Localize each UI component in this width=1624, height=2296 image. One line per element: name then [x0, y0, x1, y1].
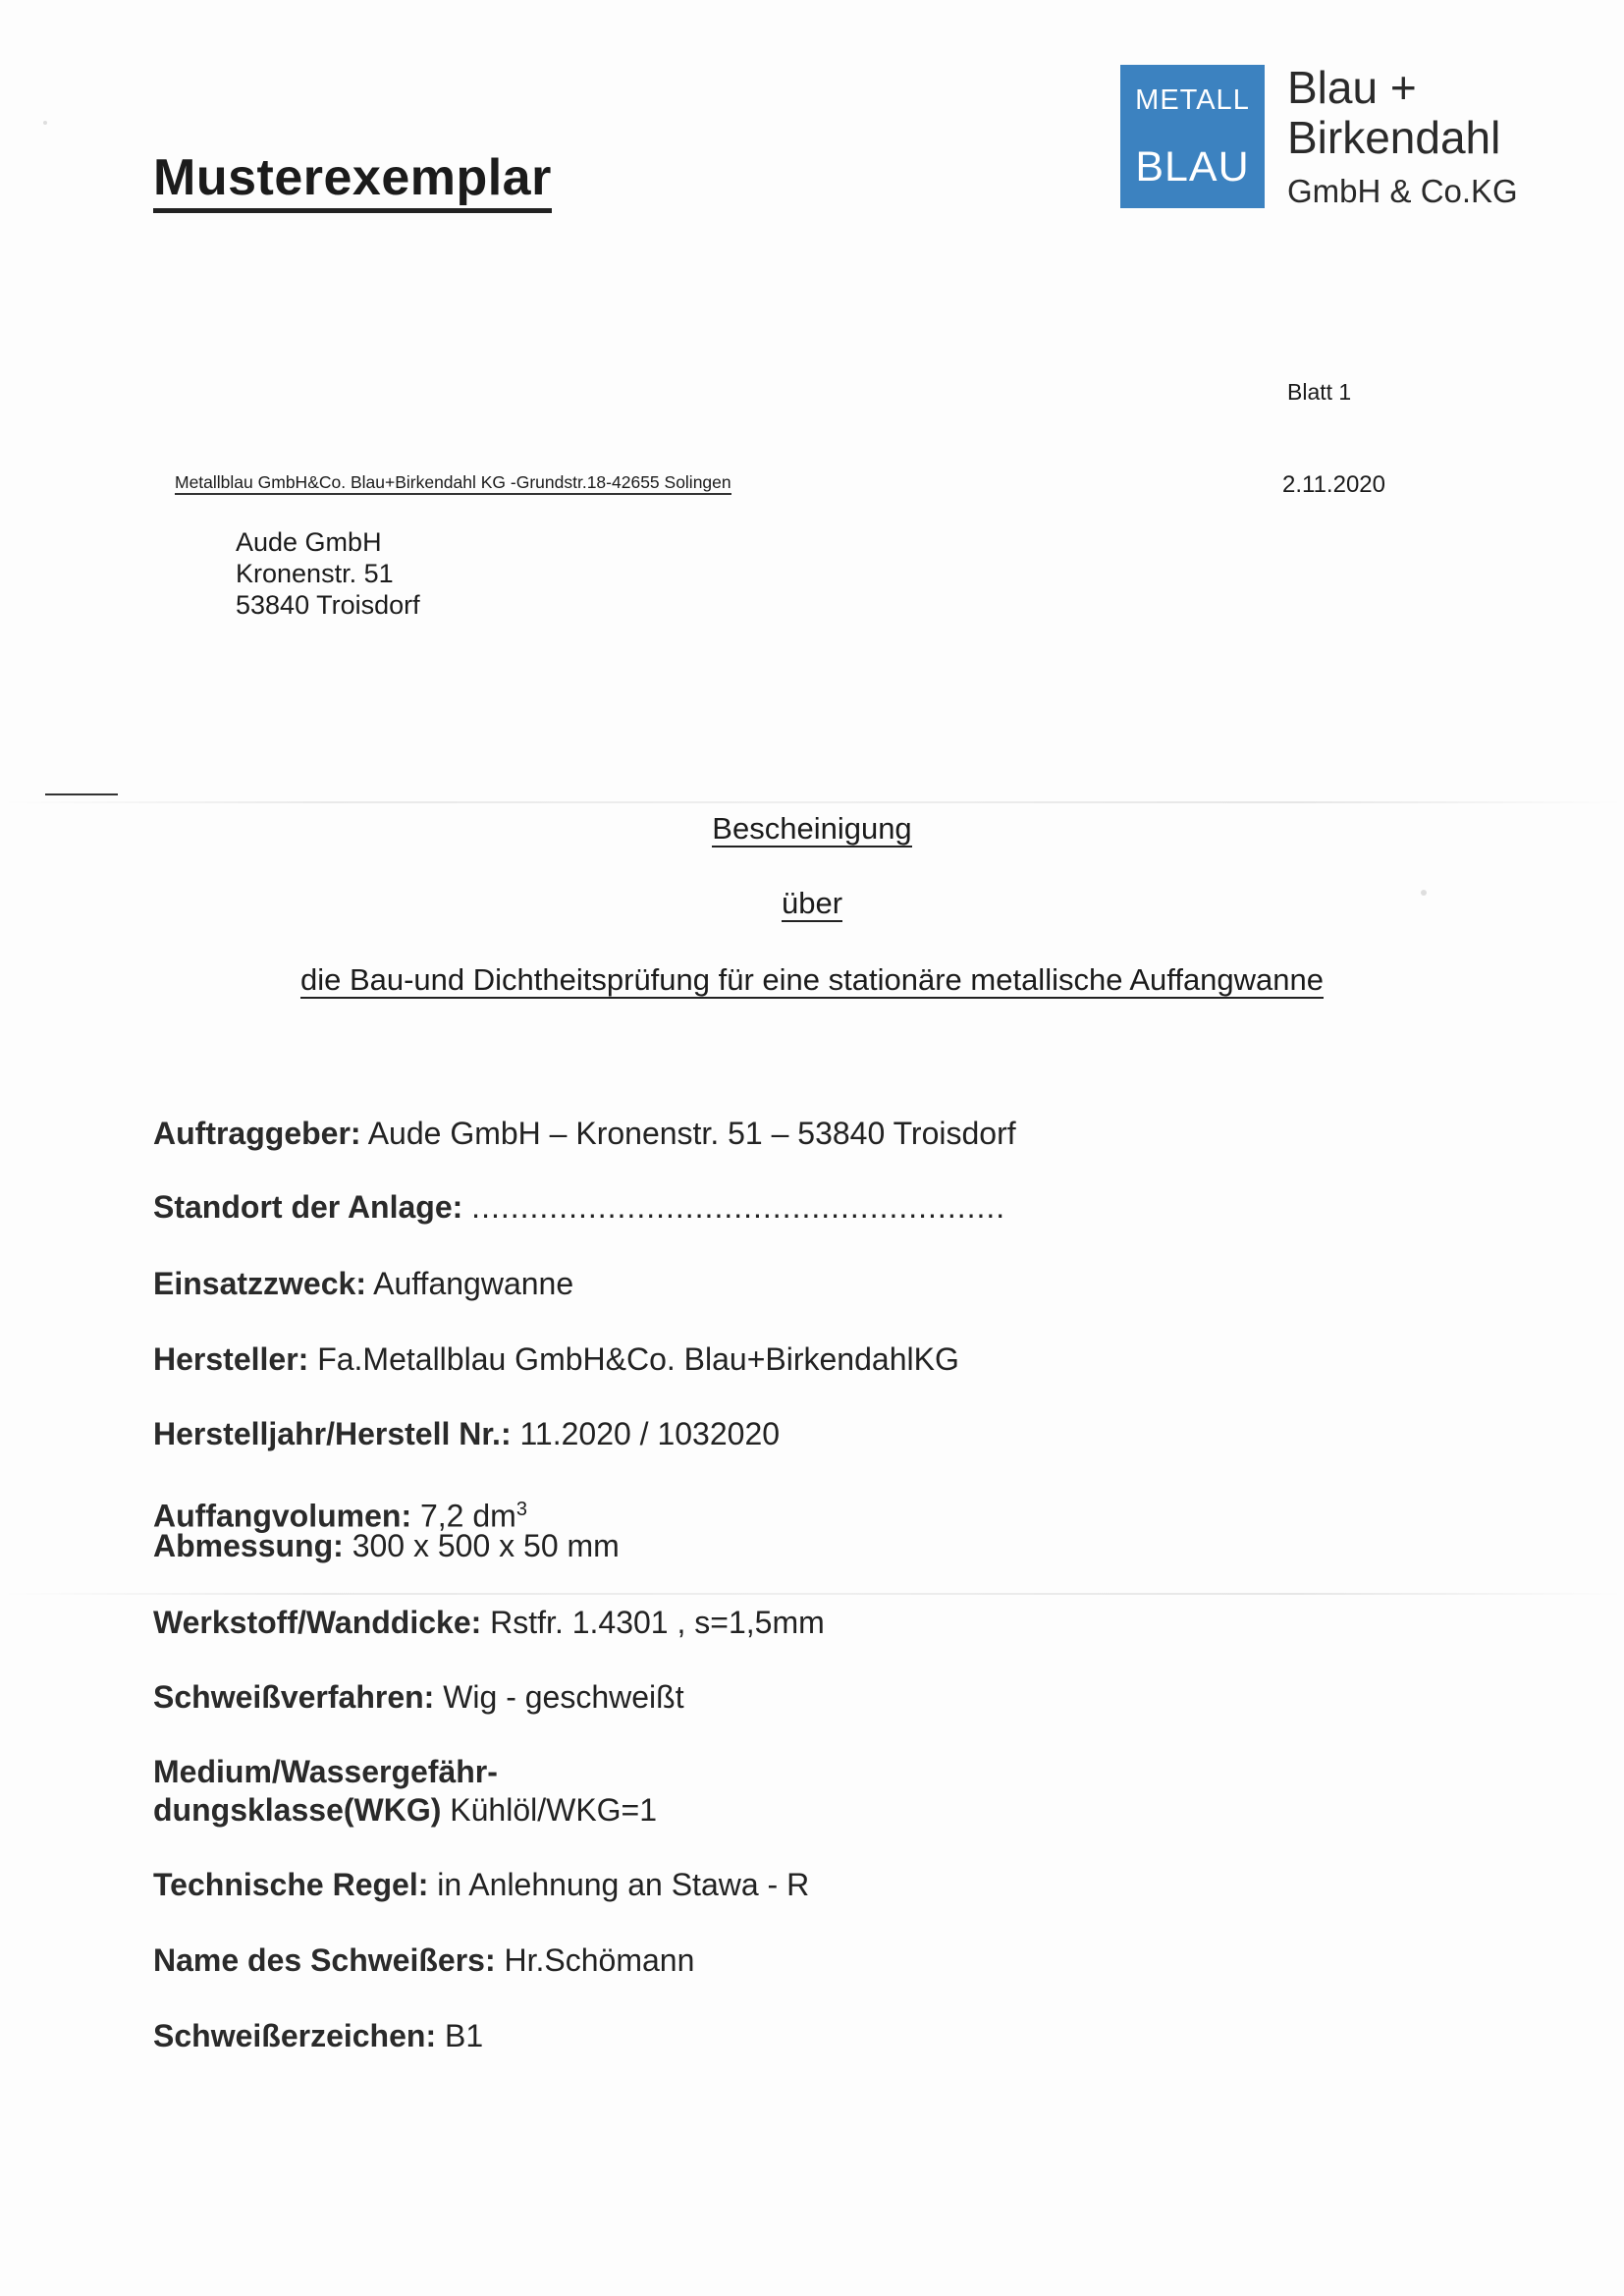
recipient-street: Kronenstr. 51	[236, 559, 394, 588]
fold-mark	[45, 793, 118, 795]
field-label: Abmessung:	[153, 1528, 344, 1563]
field-schweisserzeichen	[153, 2017, 483, 2054]
field-auftraggeber	[153, 1115, 1016, 1152]
field-value: 7,2 dm	[419, 1498, 516, 1534]
field-label: Standort der Anlage:	[153, 1189, 463, 1225]
field-value: Kühlöl/WKG=1	[450, 1792, 658, 1828]
certificate-subheading	[0, 886, 1624, 921]
certificate-heading-text: Bescheinigung	[712, 811, 912, 846]
certificate-subheading-text: über	[781, 886, 843, 920]
field-label: Herstelljahr/Herstell Nr.:	[153, 1416, 512, 1451]
field-value: Fa.Metallblau GmbH&Co. Blau+BirkendahlKG	[317, 1341, 959, 1377]
field-label: Schweißerzeichen:	[153, 2018, 437, 2053]
field-technische-regel	[153, 1866, 809, 1903]
field-value: 300 x 500 x 50 mm	[352, 1528, 620, 1563]
field-value: 11.2020 / 1032020	[519, 1416, 781, 1451]
certificate-subject-text: die Bau-und Dichtheitsprüfung für eine stationäre metallische Auffangwanne	[299, 962, 1325, 997]
recipient-name: Aude GmbH	[236, 527, 382, 557]
field-value: B1	[444, 2018, 484, 2053]
field-value: Auffangwanne	[373, 1266, 574, 1301]
field-medium-label-line1	[153, 1753, 498, 1790]
field-label: dungsklasse(WKG)	[153, 1792, 442, 1828]
field-hersteller	[153, 1340, 959, 1378]
field-abmessung	[153, 1527, 620, 1564]
field-label: Auffangvolumen:	[153, 1498, 412, 1534]
company-name-line2: Birkendahl	[1287, 112, 1501, 163]
field-werkstoff	[153, 1604, 825, 1641]
field-label: Medium/Wassergefähr-	[153, 1754, 498, 1789]
field-label: Name des Schweißers:	[153, 1942, 496, 1978]
field-label: Technische Regel:	[153, 1867, 429, 1902]
logo-top-text: METALL	[1135, 84, 1250, 116]
field-label: Hersteller:	[153, 1341, 309, 1377]
recipient-city: 53840 Troisdorf	[236, 590, 420, 620]
unit-superscript: 3	[515, 1499, 527, 1520]
field-value: Aude GmbH – Kronenstr. 51 – 53840 Troisdorf	[367, 1116, 1016, 1151]
scan-speck	[43, 121, 47, 125]
field-schweisser	[153, 1941, 694, 1979]
field-schweissverfahren	[153, 1678, 684, 1716]
field-medium	[153, 1791, 657, 1829]
field-value: Hr.Schömann	[504, 1942, 695, 1978]
fold-line	[0, 801, 1624, 803]
company-name-line3: GmbH & Co.KG	[1287, 173, 1518, 209]
certificate-heading	[0, 811, 1624, 847]
logo-bottom-text: BLAU	[1135, 143, 1250, 191]
field-herstelljahr	[153, 1415, 780, 1452]
fold-line	[0, 1593, 1624, 1595]
document-title: Musterexemplar	[153, 147, 552, 213]
company-name-line1: Blau +	[1287, 62, 1417, 113]
sender-address-line: Metallblau GmbH&Co. Blau+Birkendahl KG -Grundstr.18-42655 Solingen	[175, 471, 731, 495]
field-value: Rstfr. 1.4301 , s=1,5mm	[490, 1605, 825, 1640]
field-standort	[153, 1188, 1005, 1226]
field-value: in Anlehnung an Stawa - R	[437, 1867, 810, 1902]
field-label: Schweißverfahren:	[153, 1679, 435, 1715]
company-logo	[1120, 65, 1265, 208]
sheet-number: Blatt 1	[1287, 379, 1352, 405]
field-value: Wig - geschweißt	[443, 1679, 684, 1715]
field-label: Auftraggeber:	[153, 1116, 361, 1151]
document-date: 2.11.2020	[1282, 471, 1385, 498]
field-value-blank: .......................................................	[471, 1189, 1006, 1225]
field-label: Einsatzzweck:	[153, 1266, 366, 1301]
field-einsatzzweck	[153, 1265, 573, 1302]
certificate-subject	[0, 962, 1624, 998]
field-label: Werkstoff/Wanddicke:	[153, 1605, 482, 1640]
